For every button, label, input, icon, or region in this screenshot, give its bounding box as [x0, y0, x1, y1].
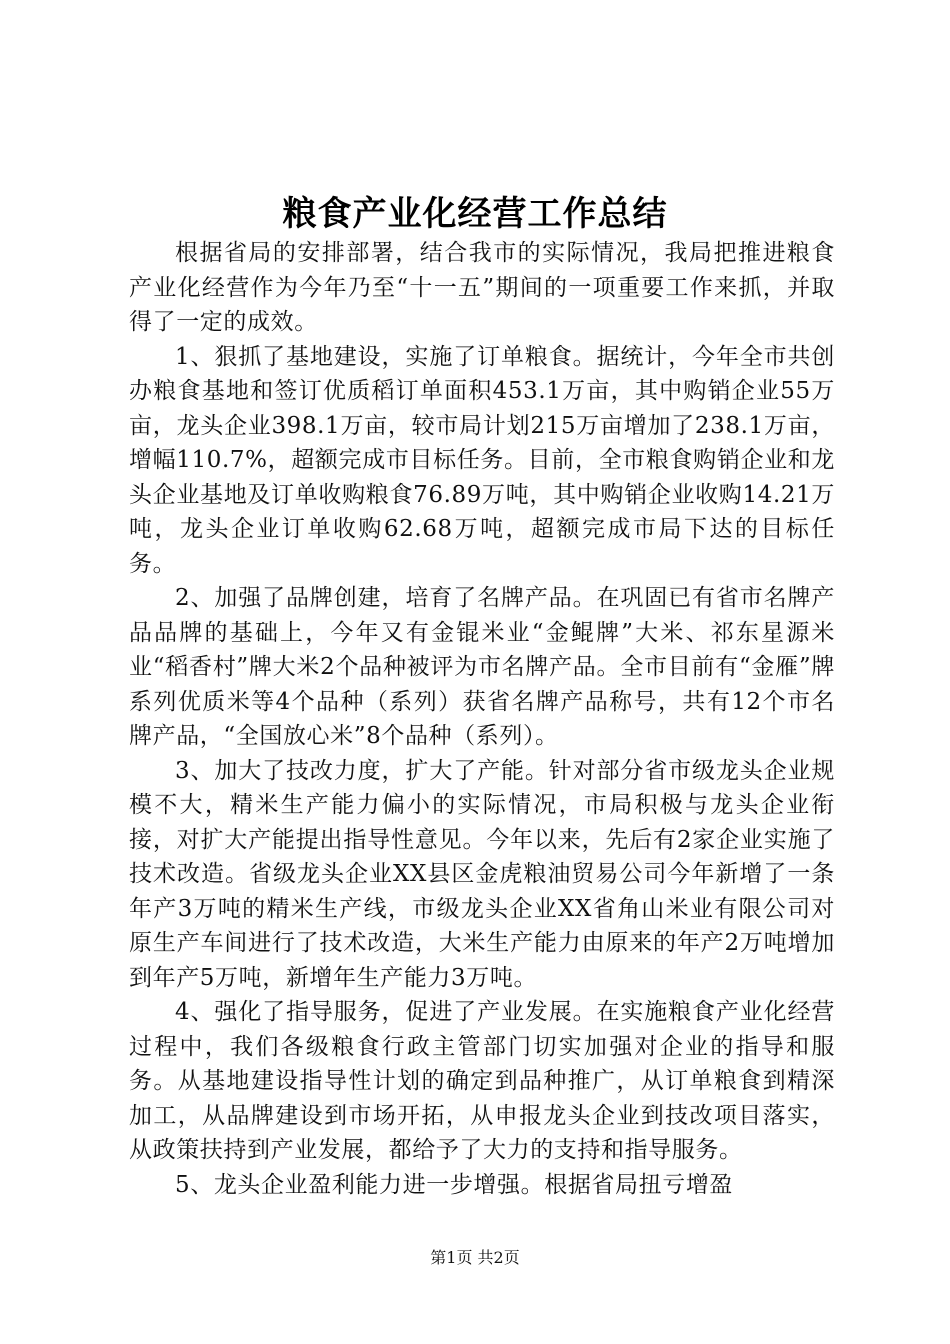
section-1-paragraph: 1、狠抓了基地建设，实施了订单粮食。据统计，今年全市共创办粮食基地和签订优质稻订单面积453.1万亩，其中购销企业55万亩，龙头企业398.1万亩，较市局计划215万亩增加了238.1万亩，增幅110.7%，超额完成市目标任务。目前，全市粮食购销企业和龙头企业基地及订单收购粮食76.89万吨，其中购销企业收购14.21万吨，龙头企业订单收购62.68万吨，超额完成市局下达的目标任务。	[129, 343, 835, 577]
intro-paragraph: 根据省局的安排部署，结合我市的实际情况，我局把推进粮食产业化经营作为今年乃至“十一五”期间的一项重要工作来抓，并取得了一定的成效。	[129, 240, 835, 335]
document-body	[129, 236, 835, 1202]
page-number-footer: 第1页 共2页	[430, 1248, 520, 1267]
section-3-paragraph: 3、加大了技改力度，扩大了产能。针对部分省市级龙头企业规模不大，精米生产能力偏小的实际情况，市局积极与龙头企业衔接，对扩大产能提出指导性意见。今年以来，先后有2家企业实施了技术改造。省级龙头企业XX县区金虎粮油贸易公司今年新增了一条年产3万吨的精米生产线，市级龙头企业XX省角山米业有限公司对原生产车间进行了技术改造，大米生产能力由原来的年产2万吨增加到年产5万吨，新增年生产能力3万吨。	[129, 757, 835, 991]
section-2-paragraph: 2、加强了品牌创建，培育了名牌产品。在巩固已有省市名牌产品品牌的基础上，今年又有金锟米业“金鲲牌”大米、祁东星源米业“稻香村”牌大米2个品种被评为市名牌产品。全市目前有“金雁”牌系列优质米等4个品种（系列）获省名牌产品称号，共有12个市名牌产品，“全国放心米”8个品种（系列）。	[129, 585, 835, 749]
document-title: 粮食产业化经营工作总结	[282, 194, 668, 234]
section-5-paragraph: 5、龙头企业盈利能力进一步增强。根据省局扭亏增盈	[175, 1171, 734, 1198]
section-4-paragraph: 4、强化了指导服务，促进了产业发展。在实施粮食产业化经营过程中，我们各级粮食行政主管部门切实加强对企业的指导和服务。从基地建设指导性计划的确定到品种推广，从订单粮食到精深加工，从品牌建设到市场开拓，从申报龙头企业到技改项目落实，从政策扶持到产业发展，都给予了大力的支持和指导服务。	[129, 999, 835, 1163]
